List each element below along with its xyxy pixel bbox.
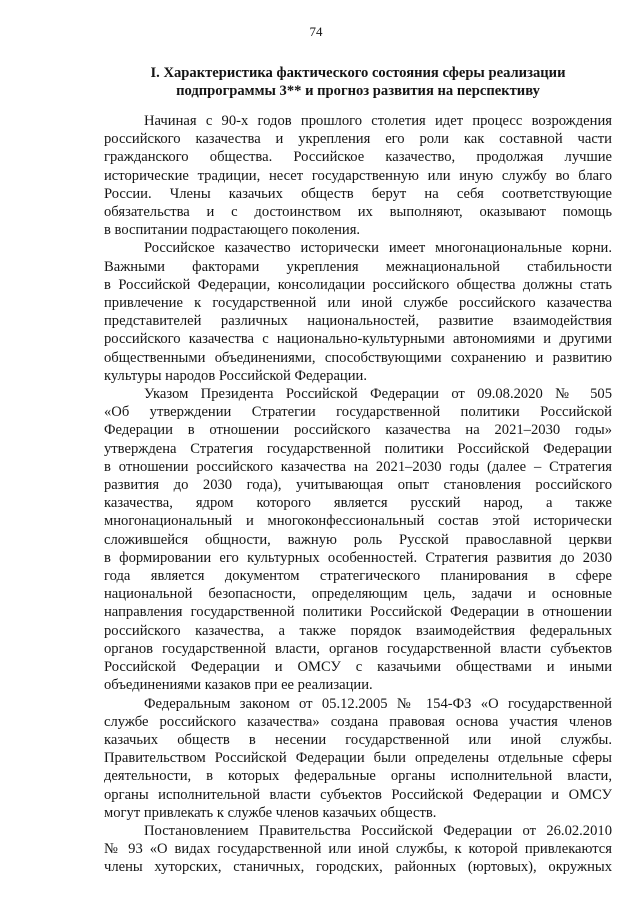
text-line: Российское казачество исторически имеет многонациональные корни. [144, 240, 612, 257]
text-line: члены хуторских, станичных, городских, районных (юртовых), окружных [104, 859, 612, 876]
section-heading [104, 64, 612, 100]
text-line: Начиная с 90-х годов прошлого столетия идет процесс возрождения [144, 113, 612, 129]
paragraph [104, 695, 612, 822]
text-line: Указом Президента Российской Федерации от 09.08.2020 № 505 [144, 386, 612, 403]
text-line: развития до 2030 года), учитывающая опыт становления российского [104, 477, 612, 494]
paragraph [104, 385, 612, 694]
text-line: органы исполнительной власти субъектов Российской Федерации и ОМСУ [104, 786, 612, 803]
text-line: Федеральным законом от 05.12.2005 № 154-ФЗ «О государственной [144, 695, 612, 712]
paragraph [104, 822, 612, 877]
text-line: гражданского общества. Российское казачество, продолжая лучшие [104, 149, 612, 166]
page-number: 74 [309, 24, 323, 39]
text-line: могут привлекать к службе членов казачьих обществ. [104, 804, 437, 821]
text-line: казачьих обществ в несении государственной или иной службы. [104, 731, 612, 748]
text-line: привлечение к государственной или иной службе российского казачества [104, 295, 612, 312]
text-line: года является документом стратегического планирования в сфере [104, 568, 612, 585]
text-line: Важными факторами укрепления межнациональной стабильности [104, 258, 612, 275]
text-line: сложившейся общности, важную роль Русской православной церкви [104, 531, 612, 548]
text-line: № 93 «О видах государственной или иной службы, к которой привлекаются [104, 841, 612, 858]
text-line: в формировании его культурных особенностей. Стратегия развития до 2030 [104, 549, 612, 566]
text-line: исторические традиции, несет государственную или иную службу во благо [104, 167, 612, 184]
text-line: казачества, ядром которого является русский народ, а также [104, 495, 612, 512]
section-heading-line-2: подпрограммы 3** и прогноз развития на перспективу [176, 83, 540, 99]
text-line: российского казачества с национально-культурными автономиями и другими [104, 331, 612, 348]
text-line: российского казачества и укрепления его роли как составной части [104, 131, 612, 148]
text-line: утверждена Стратегия государственной политики Российской Федерации [104, 440, 612, 457]
text-line: многонациональный и многоконфессиональный состав этой исторически [104, 513, 612, 530]
text-line: Российской Федерации и ОМСУ с казачьими обществами и иными [104, 659, 612, 676]
paragraph [104, 112, 612, 239]
text-line: «Об утверждении Стратегии государственной политики Российской [104, 404, 612, 421]
text-line: культуры народов Российской Федерации. [104, 367, 368, 384]
text-line: России. Члены казачьих обществ берут на себя соответствующие [104, 185, 612, 202]
body-text [104, 112, 612, 877]
text-line: в Российской Федерации, консолидации российского общества должны стать [104, 276, 612, 293]
text-line: Федерации в отношении российского казачества на 2021–2030 годы» [104, 422, 612, 439]
text-line: в отношении российского казачества на 2021–2030 годы (далее – Стратегия [104, 458, 612, 475]
text-line: в воспитании подрастающего поколения. [104, 222, 361, 239]
text-line: обязательства и с достоинством их выполняют, оказывают помощь [104, 204, 612, 221]
text-line: Постановлением Правительства Российской Федерации от 26.02.2010 [144, 822, 612, 839]
paragraph [104, 239, 612, 385]
section-heading-line-1: I. Характеристика фактического состояния сферы реализации [150, 65, 566, 81]
text-line: национальной безопасности, определяющим цель, задачи и основные [104, 586, 612, 603]
text-line: службе российского казачества» создана правовая основа участия членов [104, 713, 612, 730]
text-line: российского казачества, а также порядок взаимодействия федеральных [104, 622, 612, 639]
text-line: направления государственной политики Российской Федерации в отношении [104, 604, 612, 621]
text-line: Правительством Российской Федерации были определены отдельные сферы [104, 750, 612, 767]
text-line: представителей различных национальностей, развитие взаимодействия [104, 313, 612, 330]
text-line: органов государственной власти, органов государственной власти субъектов [104, 640, 612, 657]
text-line: общественными объединениями, способствующими сохранению и развитию [104, 349, 612, 366]
text-line: объединениями казаков при ее реализации. [104, 677, 373, 694]
text-line: деятельности, в которых федеральные органы исполнительной власти, [104, 768, 612, 785]
